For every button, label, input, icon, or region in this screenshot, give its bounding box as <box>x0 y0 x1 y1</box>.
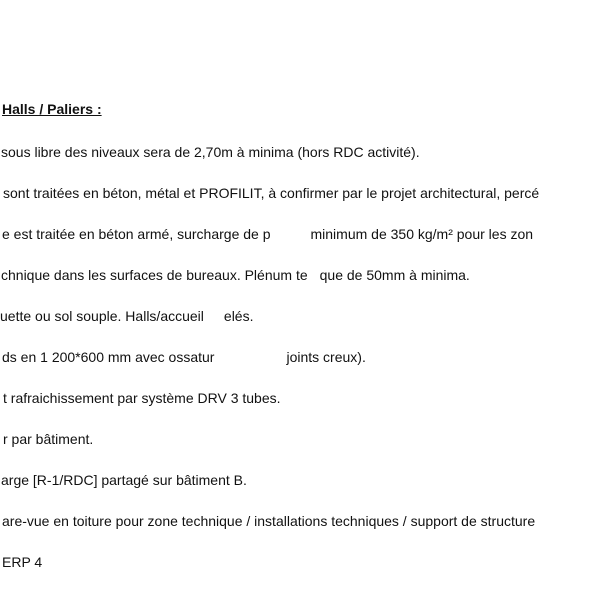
text-line-hvac: t rafraichissement par système DRV 3 tubes. <box>3 390 281 406</box>
text-line-ceilings-part-b: joints creux). <box>286 349 366 365</box>
text-line-ceilings <box>2 348 366 366</box>
text-line-shared-load: arge [R-1/RDC] partagé sur bâtiment B. <box>1 472 247 488</box>
text-line-technical-floor <box>1 266 470 284</box>
text-line-ceiling-height: sous libre des niveaux sera de 2,70m à minima (hors RDC activité). <box>1 144 420 160</box>
text-line-structure <box>2 225 533 243</box>
text-line-technical-floor-part-a: chnique dans les surfaces de bureaux. Plénum te <box>1 267 308 283</box>
text-line-structure-part-b: minimum de 350 kg/m² pour les zon <box>310 226 534 242</box>
text-line-per-building: r par bâtiment. <box>3 431 94 447</box>
text-line-facades: sont traitées en béton, métal et PROFILIT, à confirmer par le projet architectural, percé <box>3 185 540 201</box>
text-line-structure-part-a: e est traitée en béton armé, surcharge de p <box>2 226 271 242</box>
text-line-technical-floor-part-b: que de 50mm à minima. <box>319 267 470 283</box>
text-line-floor-covering-part-a: uette ou sol souple. Halls/accueil <box>0 308 204 324</box>
text-line-ceilings-part-a: ds en 1 200*600 mm avec ossatur <box>2 349 215 365</box>
text-line-roof: are-vue en toiture pour zone technique / installations techniques / support de structure <box>2 513 536 529</box>
text-line-floor-covering <box>0 307 253 325</box>
text-line-erp: ERP 4 <box>2 554 43 570</box>
section-heading: Halls / Paliers : <box>2 101 102 117</box>
text-line-floor-covering-part-b: elés. <box>223 308 254 324</box>
